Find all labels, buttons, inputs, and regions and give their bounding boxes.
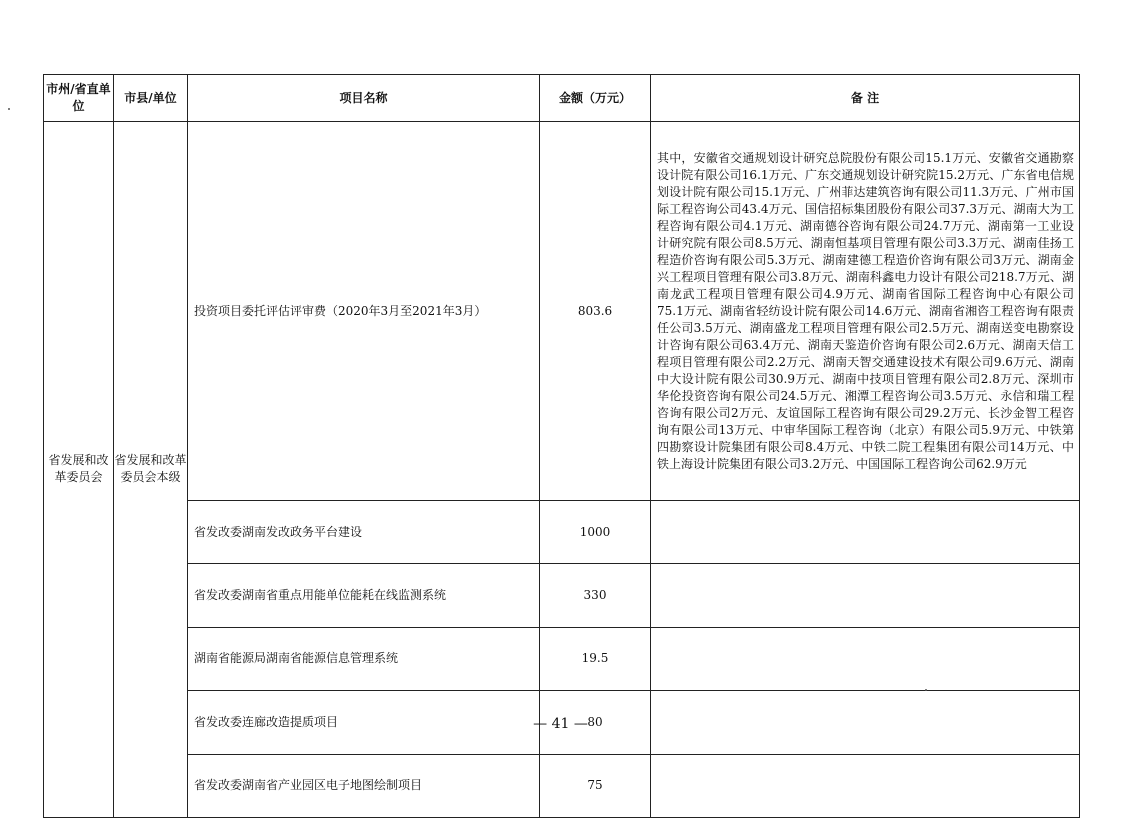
table-row (44, 122, 1080, 501)
unit-cell: 省发展和改革委员会本级 (114, 122, 188, 818)
scan-speck (925, 689, 927, 691)
amount-cell: 75 (540, 754, 651, 817)
note-cell (651, 754, 1080, 817)
table-row (44, 754, 1080, 817)
project-name-cell: 湖南省能源局湖南省能源信息管理系统 (188, 627, 540, 690)
budget-table (43, 74, 1080, 818)
header-amount: 金额（万元） (540, 75, 651, 122)
note-cell: 其中，安徽省交通规划设计研究总院股份有限公司15.1万元、安徽省交通勘察设计院有限公司16.1万元、广东交通规划设计研究院15.2万元、广东省电信规划设计院有限公司15.1万元、广州菲达建筑咨询有限公司11.3万元、广州市国际工程咨询公司43.4万元、国信招标集团股份有限公司37.3万元、湖南大为工程咨询有限公司4.1万元、湖南德谷咨询有限公司24.7万元、湖南第一工业设计研究院有限公司8.5万元、湖南恒基项目管理有限公司3.3万元、湖南佳扬工程造价咨询有限公司5.3万元、湖南建德工程造价咨询有限公司3万元、湖南金兴工程项目管理有限公司3.8万元、湖南科鑫电力设计有限公司218.7万元、湖南龙武工程项目管理有限公司4.9万元、湖南省国际工程咨询中心有限公司75.1万元、湖南省轻纺设计院有限公司14.6万元、湖南省湘咨工程咨询有限责任公司3.5万元、湖南盛龙工程项目管理有限公司2.5万元、湖南送变电勘察设计咨询有限公司63.4万元、湖南天鉴造价咨询有限公司2.6万元、湖南天信工程项目管理有限公司2.2万元、湖南天智交通建设技术有限公司9.6万元、湖南中大设计院有限公司30.9万元、湖南中技项目管理有限公司2.8万元、深圳市华伦投资咨询有限公司24.5万元、湘潭工程咨询公司3.5万元、永信和瑞工程咨询有限公司2万元、友谊国际工程咨询有限公司29.2万元、长沙金智工程咨询有限公司13万元、中审华国际工程咨询（北京）有限公司5.9万元、中铁第四勘察设计院集团有限公司8.4万元、中铁二院工程集团有限公司14万元、中铁上海设计院集团有限公司3.2万元、中国国际工程咨询公司62.9万元 (651, 122, 1080, 501)
scan-speck (8, 108, 10, 110)
note-cell (651, 564, 1080, 627)
project-name-cell: 省发改委连廊改造提质项目 (188, 691, 540, 754)
header-city: 市州/省直单位 (44, 75, 114, 122)
amount-cell: 19.5 (540, 627, 651, 690)
header-note: 备 注 (651, 75, 1080, 122)
city-cell: 省发展和改革委员会 (44, 122, 114, 818)
amount-cell: 80 (540, 691, 651, 754)
table-row (44, 501, 1080, 564)
header-row (44, 75, 1080, 122)
amount-cell: 803.6 (540, 122, 651, 501)
amount-cell: 1000 (540, 501, 651, 564)
note-cell (651, 627, 1080, 690)
amount-cell: 330 (540, 564, 651, 627)
project-name-cell: 投资项目委托评估评审费（2020年3月至2021年3月） (188, 122, 540, 501)
project-name-cell: 省发改委湖南省重点用能单位能耗在线监测系统 (188, 564, 540, 627)
header-unit: 市县/单位 (114, 75, 188, 122)
note-cell (651, 501, 1080, 564)
project-name-cell: 省发改委湖南发改政务平台建设 (188, 501, 540, 564)
project-name-cell: 省发改委湖南省产业园区电子地图绘制项目 (188, 754, 540, 817)
table-row (44, 564, 1080, 627)
header-project-name: 项目名称 (188, 75, 540, 122)
page-number: — 41 — (533, 716, 588, 732)
table-row (44, 627, 1080, 690)
